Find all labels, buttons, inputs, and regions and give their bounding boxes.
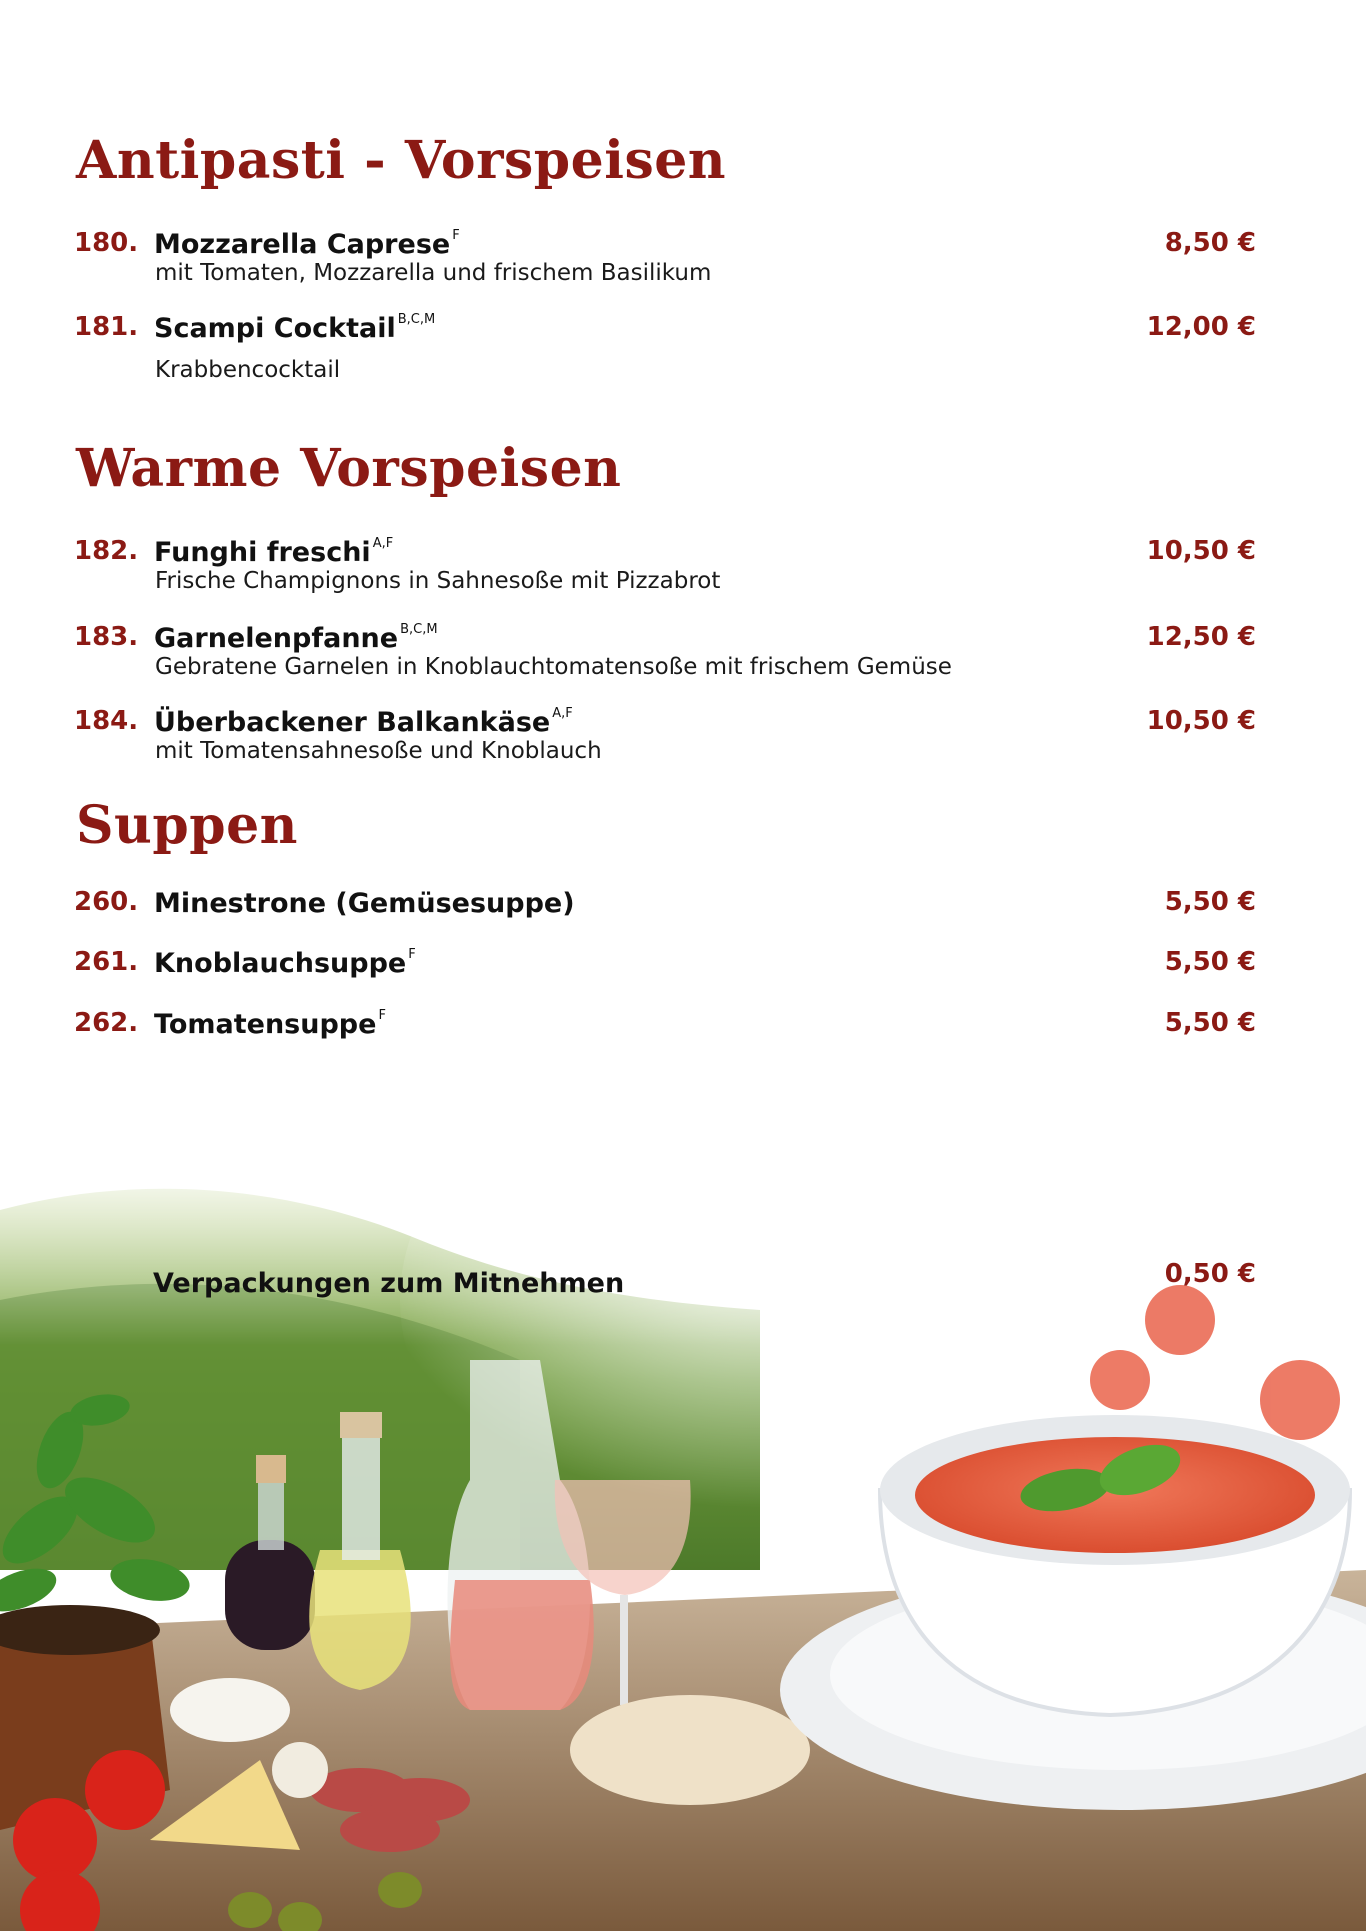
item-number: 181. bbox=[74, 312, 139, 342]
item-description: mit Tomatensahnesoße und Knoblauch bbox=[155, 738, 602, 764]
item-description: Frische Champignons in Sahnesoße mit Pizzabrot bbox=[155, 568, 721, 594]
item-price: 5,50 € bbox=[1164, 887, 1256, 917]
item-name: Minestrone (Gemüsesuppe) bbox=[154, 888, 575, 919]
allergen-codes: F bbox=[452, 228, 460, 243]
item-description: Gebratene Garnelen in Knoblauchtomatensoße mit frischem Gemüse bbox=[155, 654, 952, 680]
item-price: 10,50 € bbox=[1146, 706, 1256, 736]
item-number: 261. bbox=[74, 947, 139, 977]
item-number: 260. bbox=[74, 887, 139, 917]
item-name: Mozzarella Caprese $^F$ bbox=[154, 228, 460, 260]
allergen-codes: B,C,M bbox=[397, 312, 436, 327]
item-number: 183. bbox=[74, 622, 139, 652]
section-title-antipasti: Antipasti - Vorspeisen bbox=[76, 130, 727, 191]
item-number: 182. bbox=[74, 536, 139, 566]
item-price: 5,50 € bbox=[1164, 947, 1256, 977]
item-price: 8,50 € bbox=[1164, 228, 1256, 258]
section-title-suppen: Suppen bbox=[76, 795, 298, 856]
item-name: Überbackener Balkankäse $^{A,F}$ bbox=[154, 706, 573, 738]
allergen-codes: A,F bbox=[552, 706, 573, 721]
item-name: Funghi freschi $^{A,F}$ bbox=[154, 536, 394, 568]
packaging-label: Verpackungen zum Mitnehmen bbox=[153, 1268, 625, 1299]
item-price: 5,50 € bbox=[1164, 1008, 1256, 1038]
allergen-codes: F bbox=[378, 1008, 386, 1023]
item-name: Scampi Cocktail $^{B,C,M}$ bbox=[154, 312, 436, 344]
item-price: 12,00 € bbox=[1146, 312, 1256, 342]
allergen-codes: F bbox=[408, 947, 416, 962]
item-number: 180. bbox=[74, 228, 139, 258]
item-number: 262. bbox=[74, 1008, 139, 1038]
item-name: Tomatensuppe $^F$ bbox=[154, 1008, 386, 1040]
item-name: Knoblauchsuppe $^F$ bbox=[154, 947, 416, 979]
packaging-price: 0,50 € bbox=[1164, 1259, 1256, 1289]
item-description: mit Tomaten, Mozzarella und frischem Basilikum bbox=[155, 260, 712, 286]
allergen-codes: A,F bbox=[372, 536, 394, 551]
item-description: Krabbencocktail bbox=[155, 357, 341, 383]
allergen-codes: B,C,M bbox=[400, 622, 438, 637]
item-price: 12,50 € bbox=[1146, 622, 1256, 652]
item-number: 184. bbox=[74, 706, 139, 736]
item-name: Garnelenpfanne $^{B,C,M}$ bbox=[154, 622, 438, 654]
section-title-warme-vorspeisen: Warme Vorspeisen bbox=[76, 438, 622, 499]
item-price: 10,50 € bbox=[1146, 536, 1256, 566]
